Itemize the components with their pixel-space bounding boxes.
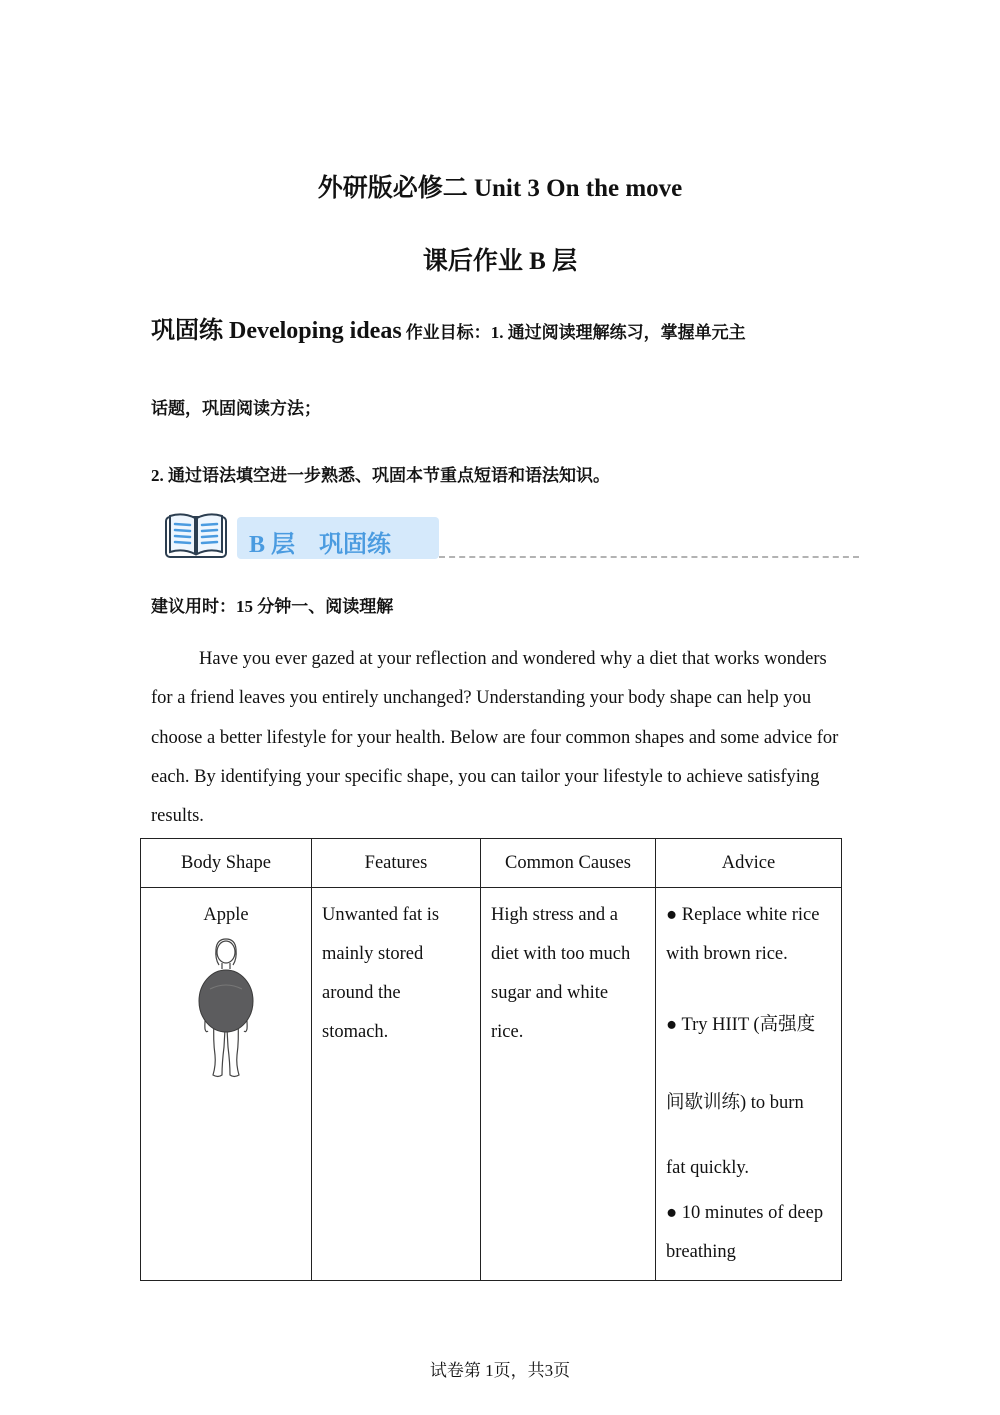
banner-label: B 层 巩固练 bbox=[249, 532, 392, 558]
advice-item-text: ● Try HIIT (高强度间歇训练) to burn bbox=[666, 1015, 816, 1113]
goal-label: 作业目标： bbox=[405, 323, 491, 342]
document-title: 外研版必修二 Unit 3 On the move bbox=[317, 175, 683, 202]
section-banner bbox=[165, 512, 860, 562]
advice-item-continuation: fat quickly. bbox=[666, 1158, 750, 1178]
shape-cell bbox=[141, 888, 312, 1281]
apple-body-shape-figure bbox=[196, 937, 256, 1079]
goals-line-2: 话题，巩固阅读方法； bbox=[151, 399, 321, 418]
column-header: Features bbox=[312, 839, 481, 888]
goals-line-1 bbox=[151, 310, 851, 345]
column-header: Body Shape bbox=[141, 839, 312, 888]
goal-1-text: 1. 通过阅读理解练习，掌握单元主 bbox=[490, 323, 746, 342]
advice-cell bbox=[656, 888, 842, 1281]
open-book-icon bbox=[165, 512, 227, 560]
column-header: Common Causes bbox=[481, 839, 656, 888]
table-row bbox=[141, 888, 842, 1281]
features-cell: Unwanted fat is mainly stored around the stomach. bbox=[312, 888, 481, 1281]
document-subtitle: 课后作业 B 层 bbox=[422, 248, 578, 275]
page-footer: 试卷第 1页，共3页 bbox=[429, 1361, 571, 1380]
goals-line-3: 2. 通过语法填空进一步熟悉、巩固本节重点短语和语法知识。 bbox=[151, 466, 610, 485]
advice-item: ● 10 minutes of deep breathing bbox=[666, 1203, 824, 1262]
banner-dashed-rule bbox=[439, 556, 859, 558]
advice-item bbox=[666, 986, 831, 1194]
shape-name: Apple bbox=[203, 905, 249, 925]
column-header: Advice bbox=[656, 839, 842, 888]
causes-cell: High stress and a diet with too much sugar and white rice. bbox=[481, 888, 656, 1281]
section-name: 巩固练 Developing ideas bbox=[151, 318, 402, 344]
body-shape-table bbox=[140, 838, 842, 1281]
table-header-row bbox=[141, 839, 842, 888]
advice-item: ● Replace white rice with brown rice. bbox=[666, 905, 820, 964]
reading-passage: Have you ever gazed at your reflection and wondered why a diet that works wonders for a friend leaves you entirely unchanged? Understanding your body shape can help you choose a better lifestyle for your health. Below are four common shapes and some advice for each. By identifying your specific shape, you can tailor your lifestyle to achieve satisfying results. bbox=[151, 649, 839, 827]
suggested-time-line: 建议用时：15 分钟一、阅读理解 bbox=[151, 597, 394, 616]
